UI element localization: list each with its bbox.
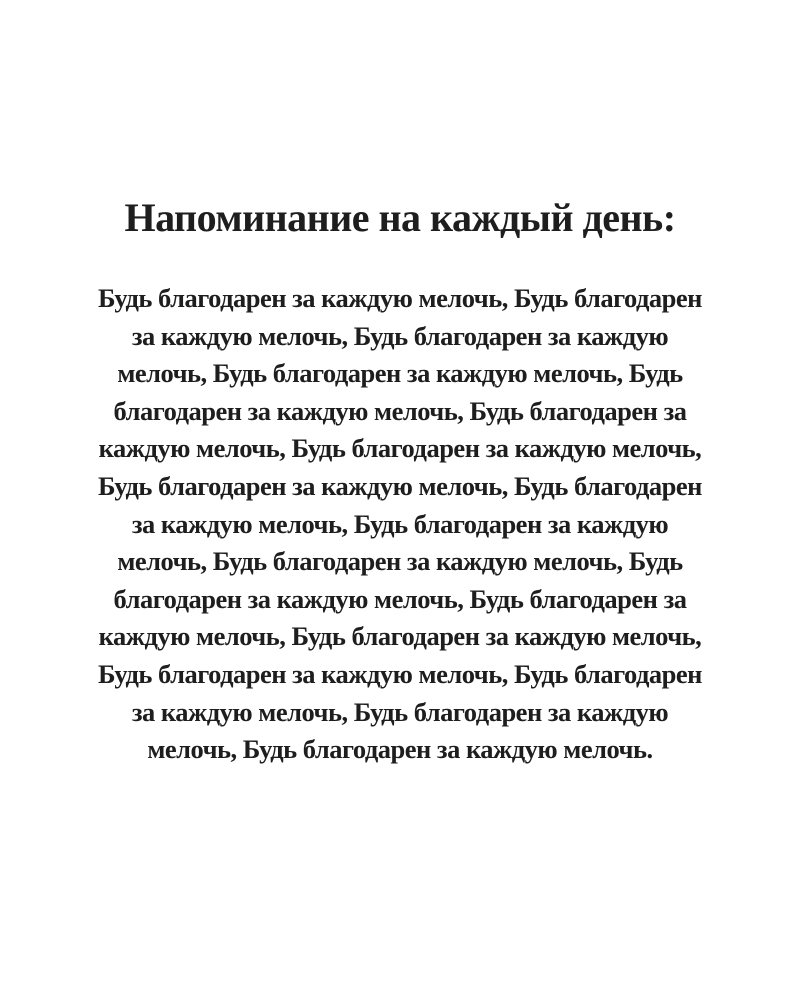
- body-paragraph: [70, 280, 730, 769]
- page-title: Напоминание на каждый день:: [124, 195, 676, 240]
- text-line: Будь благодарен за каждую мелочь, Будь благодарен: [98, 658, 702, 689]
- text-line: благодарен за каждую мелочь, Будь благодарен за: [113, 583, 687, 614]
- text-line: мелочь, Будь благодарен за каждую мелочь, Будь: [117, 358, 683, 389]
- text-line: мелочь, Будь благодарен за каждую мелочь.: [147, 734, 653, 765]
- text-line: Будь благодарен за каждую мелочь, Будь благодарен: [98, 470, 702, 501]
- text-line: каждую мелочь, Будь благодарен за каждую мелочь,: [98, 621, 702, 652]
- text-line: благодарен за каждую мелочь, Будь благодарен за: [113, 395, 687, 426]
- text-line: за каждую мелочь, Будь благодарен за каждую: [131, 508, 669, 539]
- text-line: за каждую мелочь, Будь благодарен за каждую: [131, 696, 669, 727]
- text-line: каждую мелочь, Будь благодарен за каждую мелочь,: [98, 433, 702, 464]
- text-line: Будь благодарен за каждую мелочь, Будь благодарен: [98, 283, 702, 313]
- text-line: мелочь, Будь благодарен за каждую мелочь, Будь: [117, 546, 683, 577]
- text-line: за каждую мелочь, Будь благодарен за каждую: [131, 320, 669, 351]
